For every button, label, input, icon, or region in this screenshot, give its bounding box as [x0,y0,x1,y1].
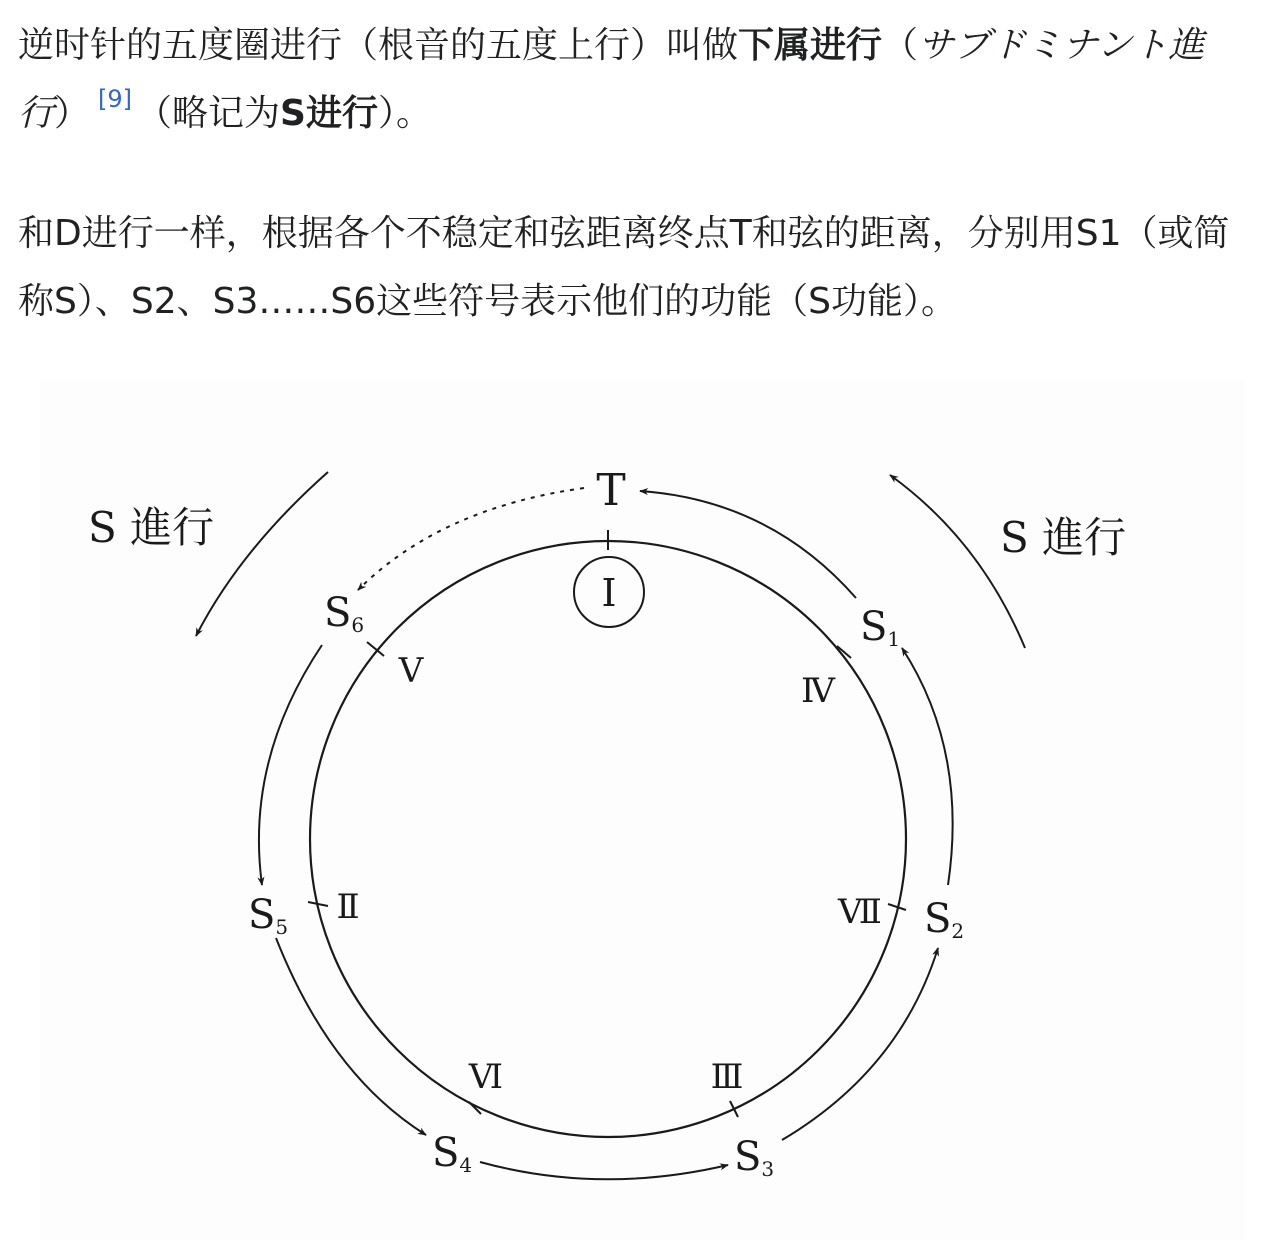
arrow-s4-to-s3 [480,1162,728,1179]
node-base: S [734,1134,762,1180]
numeral-vii: Ⅶ [838,892,882,932]
numeral-iv: Ⅳ [801,671,835,711]
bold-term-subdominant: 下属进行 [738,25,883,66]
left-direction-arrow [196,472,328,636]
numeral-ii: Ⅱ [336,887,360,927]
text-segment: （ [882,25,919,66]
svg-text:S6 [324,590,364,637]
fifths-circle [310,541,906,1137]
arrow-s3-to-s2 [782,948,938,1140]
text-segment: ） [54,93,91,134]
node-subscript: 1 [887,627,901,651]
circle-of-fifths-diagram [40,380,1245,1240]
node-s2 [924,896,964,943]
node-s5 [248,892,288,939]
node-s4 [432,1130,472,1177]
node-base: S [324,590,352,636]
tonic-numeral: I [601,571,617,615]
numeral-vi: Ⅵ [468,1057,504,1097]
node-subscript: 2 [951,919,965,943]
paragraph-s-progression-definition [18,12,1258,148]
arrow-s1-to-t [640,491,856,598]
arrow-s2-to-s1 [902,648,953,885]
svg-text:S4 [432,1130,472,1177]
bold-abbreviation: S进行 [280,93,378,134]
paragraph-s-function-symbols: 和D进行一样，根据各个不稳定和弦距离终点T和弦的距离，分别用S1（或简称S）、S2、S3……S6这些符号表示他们的功能（S功能）。 [18,213,1230,322]
node-subscript: 3 [761,1157,775,1181]
node-subscript: 4 [459,1153,473,1177]
node-s6 [324,590,364,637]
node-subscript: 5 [275,915,289,939]
text-segment: （略记为 [136,93,281,134]
svg-text:S1 [860,604,900,651]
node-s3 [734,1134,774,1181]
node-base: S [860,604,888,650]
node-base: S [248,892,276,938]
node-base: S [432,1130,460,1176]
italic-japanese-term: サブドミナント進行 [18,25,1205,134]
node-s1 [860,604,900,651]
left-direction-label: S 進行 [88,503,215,552]
arrow-s6-to-s5 [259,645,322,885]
text-segment: 逆时针的五度圈进行（根音的五度上行）叫做 [18,25,739,66]
node-subscript: 6 [351,613,365,637]
reference-link-9[interactable]: [9] [98,85,133,113]
right-direction-label: S 進行 [1000,513,1127,562]
node-base: S [924,896,952,942]
numeral-v: Ⅴ [398,651,424,691]
tonic-T-label: T [596,465,626,516]
svg-text:S3 [734,1134,774,1181]
circle-ticks [308,530,906,1117]
text-segment: ）。 [377,93,432,134]
numeral-iii: Ⅲ [710,1057,744,1097]
svg-text:S2 [924,896,964,943]
svg-text:S5 [248,892,288,939]
arrow-s5-to-s4 [276,938,426,1135]
